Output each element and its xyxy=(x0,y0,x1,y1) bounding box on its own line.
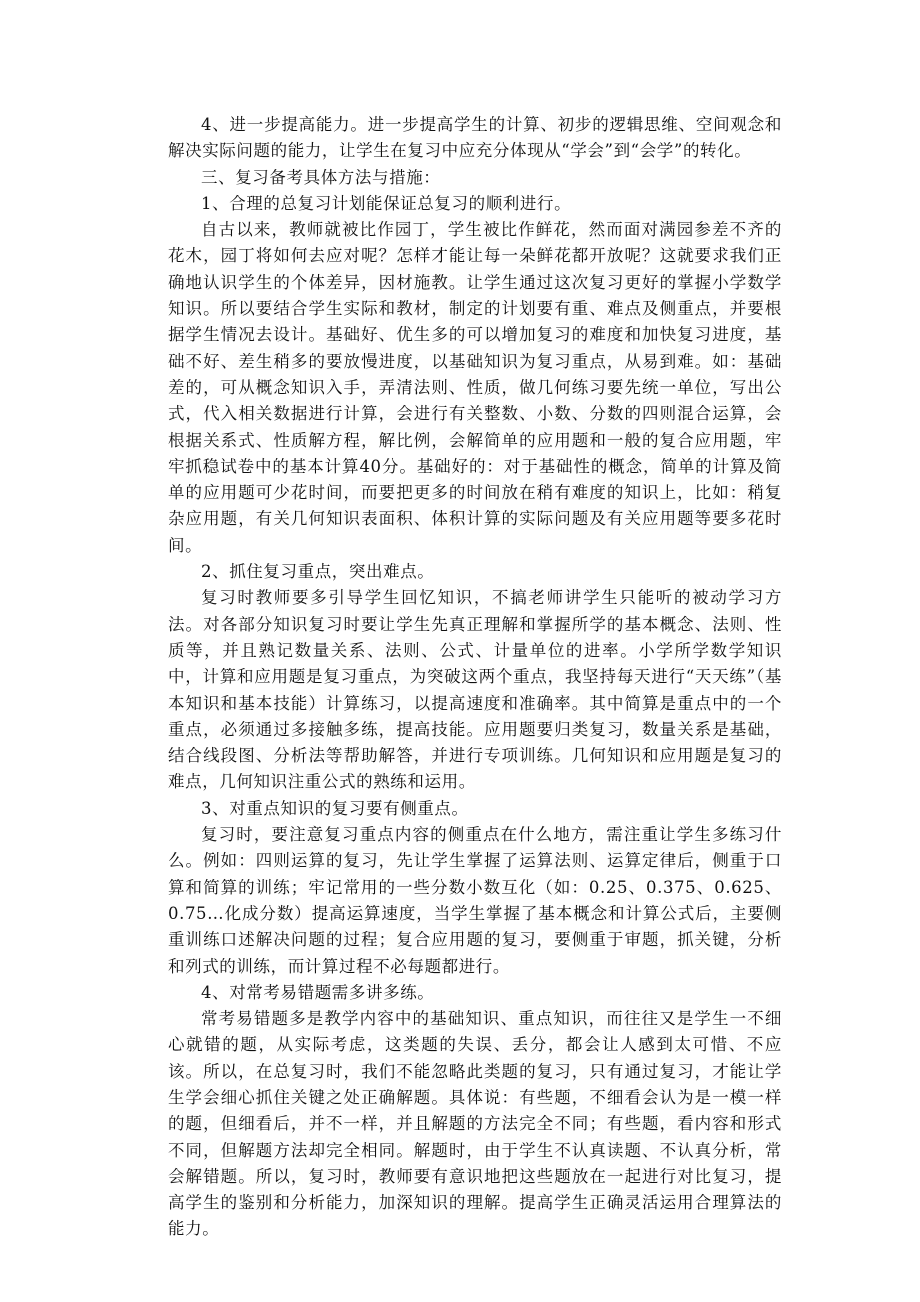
subheading-4: 4、对常考易错题需多讲多练。 xyxy=(201,982,435,1002)
paragraph-plan: 自古以来，教师就被比作园丁，学生被比作鲜花，然而面对满园参差不齐的花木，园丁将如何去应对呢？怎样才能让每一朵鲜花都开放呢？这就要求我们正确地认识学生的个体差异，因材施教。让学生通过这次复习更好的掌握小学数学知识。所以要结合学生实际和教材，制定的计划要有重、难点及侧重点，并要根据学生情况去设计。基础好、优生多的可以增加复习的难度和加快复习进度，基础不好、差生稍多的要放慢进度，以基础知识为复习重点，从易到难。如：基础差的，可从概念知识入手，弄清法则、性质，做几何练习要先统一单位，写出公式，代入相关数据进行计算，会进行有关整数、小数、分数的四则混合运算，会根据关系式、性质解方程，解比例，会解简单的应用题和一般的复合应用题，牢牢抓稳试卷中的基本计算40分。基础好的：对于基础性的概念，简单的计算及简单的应用题可少花时间，而要把更多的时间放在稍有难度的知识上，比如：稍复杂应用题，有关几何知识表面积、体积计算的实际问题及有关应用题等要多花时间。 xyxy=(168,220,782,555)
subheading-3: 3、对重点知识的复习要有侧重点。 xyxy=(201,798,469,818)
paragraph-focus: 复习时，要注意复习重点内容的侧重点在什么地方，需注重让学生多练习什么。例如：四则运算的复习，先让学生掌握了运算法则、运算定律后，侧重于口算和简算的训练；牢记常用的一些分数小数互化（如：0.25、0.375、0.625、0.75…化成分数）提高运算速度，当学生掌握了基本概念和计算公式后，主要侧重训练口述解决问题的过程；复合应用题的复习，要侧重于审题，抓关键，分析和列式的训练，而计算过程不必每题都进行。 xyxy=(168,825,782,976)
paragraph-key-points: 复习时教师要多引导学生回忆知识，不搞老师讲学生只能听的被动学习方法。对各部分知识复习时要让学生先真正理解和掌握所学的基本概念、法则、性质等，并且熟记数量关系、法则、公式、计量单位的进率。小学所学数学知识中，计算和应用题是复习重点，为突破这两个重点，我坚持每天进行“天天练”（基本知识和基本技能）计算练习，以提高速度和准确率。其中简算是重点中的一个重点，必须通过多接触多练，提高技能。应用题要归类复习，数量关系是基础，结合线段图、分析法等帮助解答，并进行专项训练。几何知识和应用题是复习的难点，几何知识注重公式的熟练和运用。 xyxy=(168,588,782,792)
document-body xyxy=(168,112,782,1243)
subheading-1: 1、合理的总复习计划能保证总复习的顺利进行。 xyxy=(201,193,572,213)
paragraph-goal-4: 4、进一步提高能力。进一步提高学生的计算、初步的逻辑思维、空间观念和解决实际问题的能力，让学生在复习中应充分体现从“学会”到“会学”的转化。 xyxy=(168,115,782,161)
section-heading-methods: 三、复习备考具体方法与措施： xyxy=(201,167,441,187)
subheading-2: 2、抓住复习重点，突出难点。 xyxy=(201,562,435,582)
paragraph-common-errors: 常考易错题多是教学内容中的基础知识、重点知识，而往往又是学生一不细心就错的题，从实际考虑，这类题的失误、丢分，都会让人感到太可惜、不应该。所以，在总复习时，我们不能忽略此类题的复习，只有通过复习，才能让学生学会细心抓住关键之处正确解题。具体说：有些题，不细看会认为是一模一样的题，但细看后，并不一样，并且解题的方法完全不同；有些题，看内容和形式不同，但解题方法却完全相同。解题时，由于学生不认真读题、不认真分析，常会解错题。所以，复习时，教师要有意识地把这些题放在一起进行对比复习，提高学生的鉴别和分析能力，加深知识的理解。提高学生正确灵活运用合理算法的能力。 xyxy=(168,1009,782,1239)
